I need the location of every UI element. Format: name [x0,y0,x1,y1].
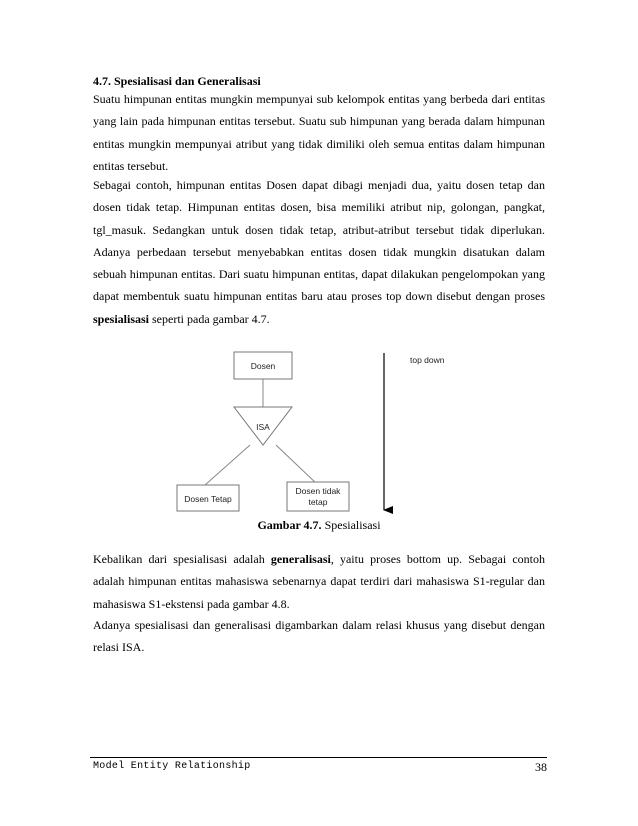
page-number: 38 [535,760,547,774]
connector-isa-right [276,445,318,485]
paragraph-generalization [93,548,545,615]
paragraph-intro-text: Suatu himpunan entitas mungkin mempunyai sub kelompok entitas yang berbeda dari entitas yang lain pada himpunan entitas tersebut. Suatu sub himpunan yang berada dalam himpunan entitas mungkin mempunyai atribut yang tidak dimiliki oleh semua entitas dalam himpunan entitas tersebut. [93,92,545,173]
entity-dosen-label: Dosen [250,361,276,371]
footer-title: Model Entity Relationship [93,761,251,772]
figure-caption-text: Spesialisasi [321,518,381,532]
paragraph-example-text [93,174,545,330]
entity-dosen-tidak-tetap-label-2: tetap [308,497,328,507]
paragraph-example [93,174,545,330]
paragraph-example-part1: Sebagai contoh, himpunan entitas Dosen dapat dibagi menjadi dua, yaitu dosen tetap dan dosen tidak tetap. Himpunan entitas dosen, bisa memiliki atribut nip, golongan, pangkat, tgl_masuk. Sedangkan untuk dosen tidak tetap, atribut-atribut tersebut tidak diperlukan. Adanya perbedaan tersebut menyebabkan entitas dosen tidak mungkin disatukan dalam sebuah himpunan entitas. Dari suatu himpunan entitas, dapat dilakukan pengelompokan yang dapat membentuk suatu himpunan entitas baru atau proses top down disebut dengan proses [93,178,545,304]
isa-label: ISA [256,422,270,432]
footer-divider [90,757,547,758]
specialization-diagram [170,348,470,518]
term-spesialisasi: spesialisasi [93,311,150,326]
paragraph-generalization-part1: Kebalikan dari spesialisasi adalah [93,552,271,566]
entity-dosen-tidak-tetap-label-1: Dosen tidak [295,486,341,496]
paragraph-example-part2: seperti pada gambar 4.7. [149,311,270,326]
paragraph-isa-relation-text: Adanya spesialisasi dan generalisasi digambarkan dalam relasi khusus yang disebut dengan relasi ISA. [93,618,545,655]
entity-dosen-tetap-label: Dosen Tetap [184,494,232,504]
paragraph-generalization-text [93,548,545,615]
paragraph-isa-relation [93,614,545,659]
paragraph-intro [93,88,545,177]
figure-caption [93,518,545,532]
figure-caption-label: Gambar 4.7. [257,518,322,532]
section-heading: 4.7. Spesialisasi dan Generalisasi [93,74,261,88]
top-down-label: top down [410,355,445,365]
paragraph-generalization-part2: , yaitu proses bottom up. Sebagai contoh adalah himpunan entitas mahasiswa sebenarnya dapat terdiri dari mahasiswa S1-regular dan mahasiswa S1-ekstensi pada gambar 4.8. [93,552,545,611]
connector-isa-left [205,445,250,485]
term-generalisasi: generalisasi [270,552,331,566]
